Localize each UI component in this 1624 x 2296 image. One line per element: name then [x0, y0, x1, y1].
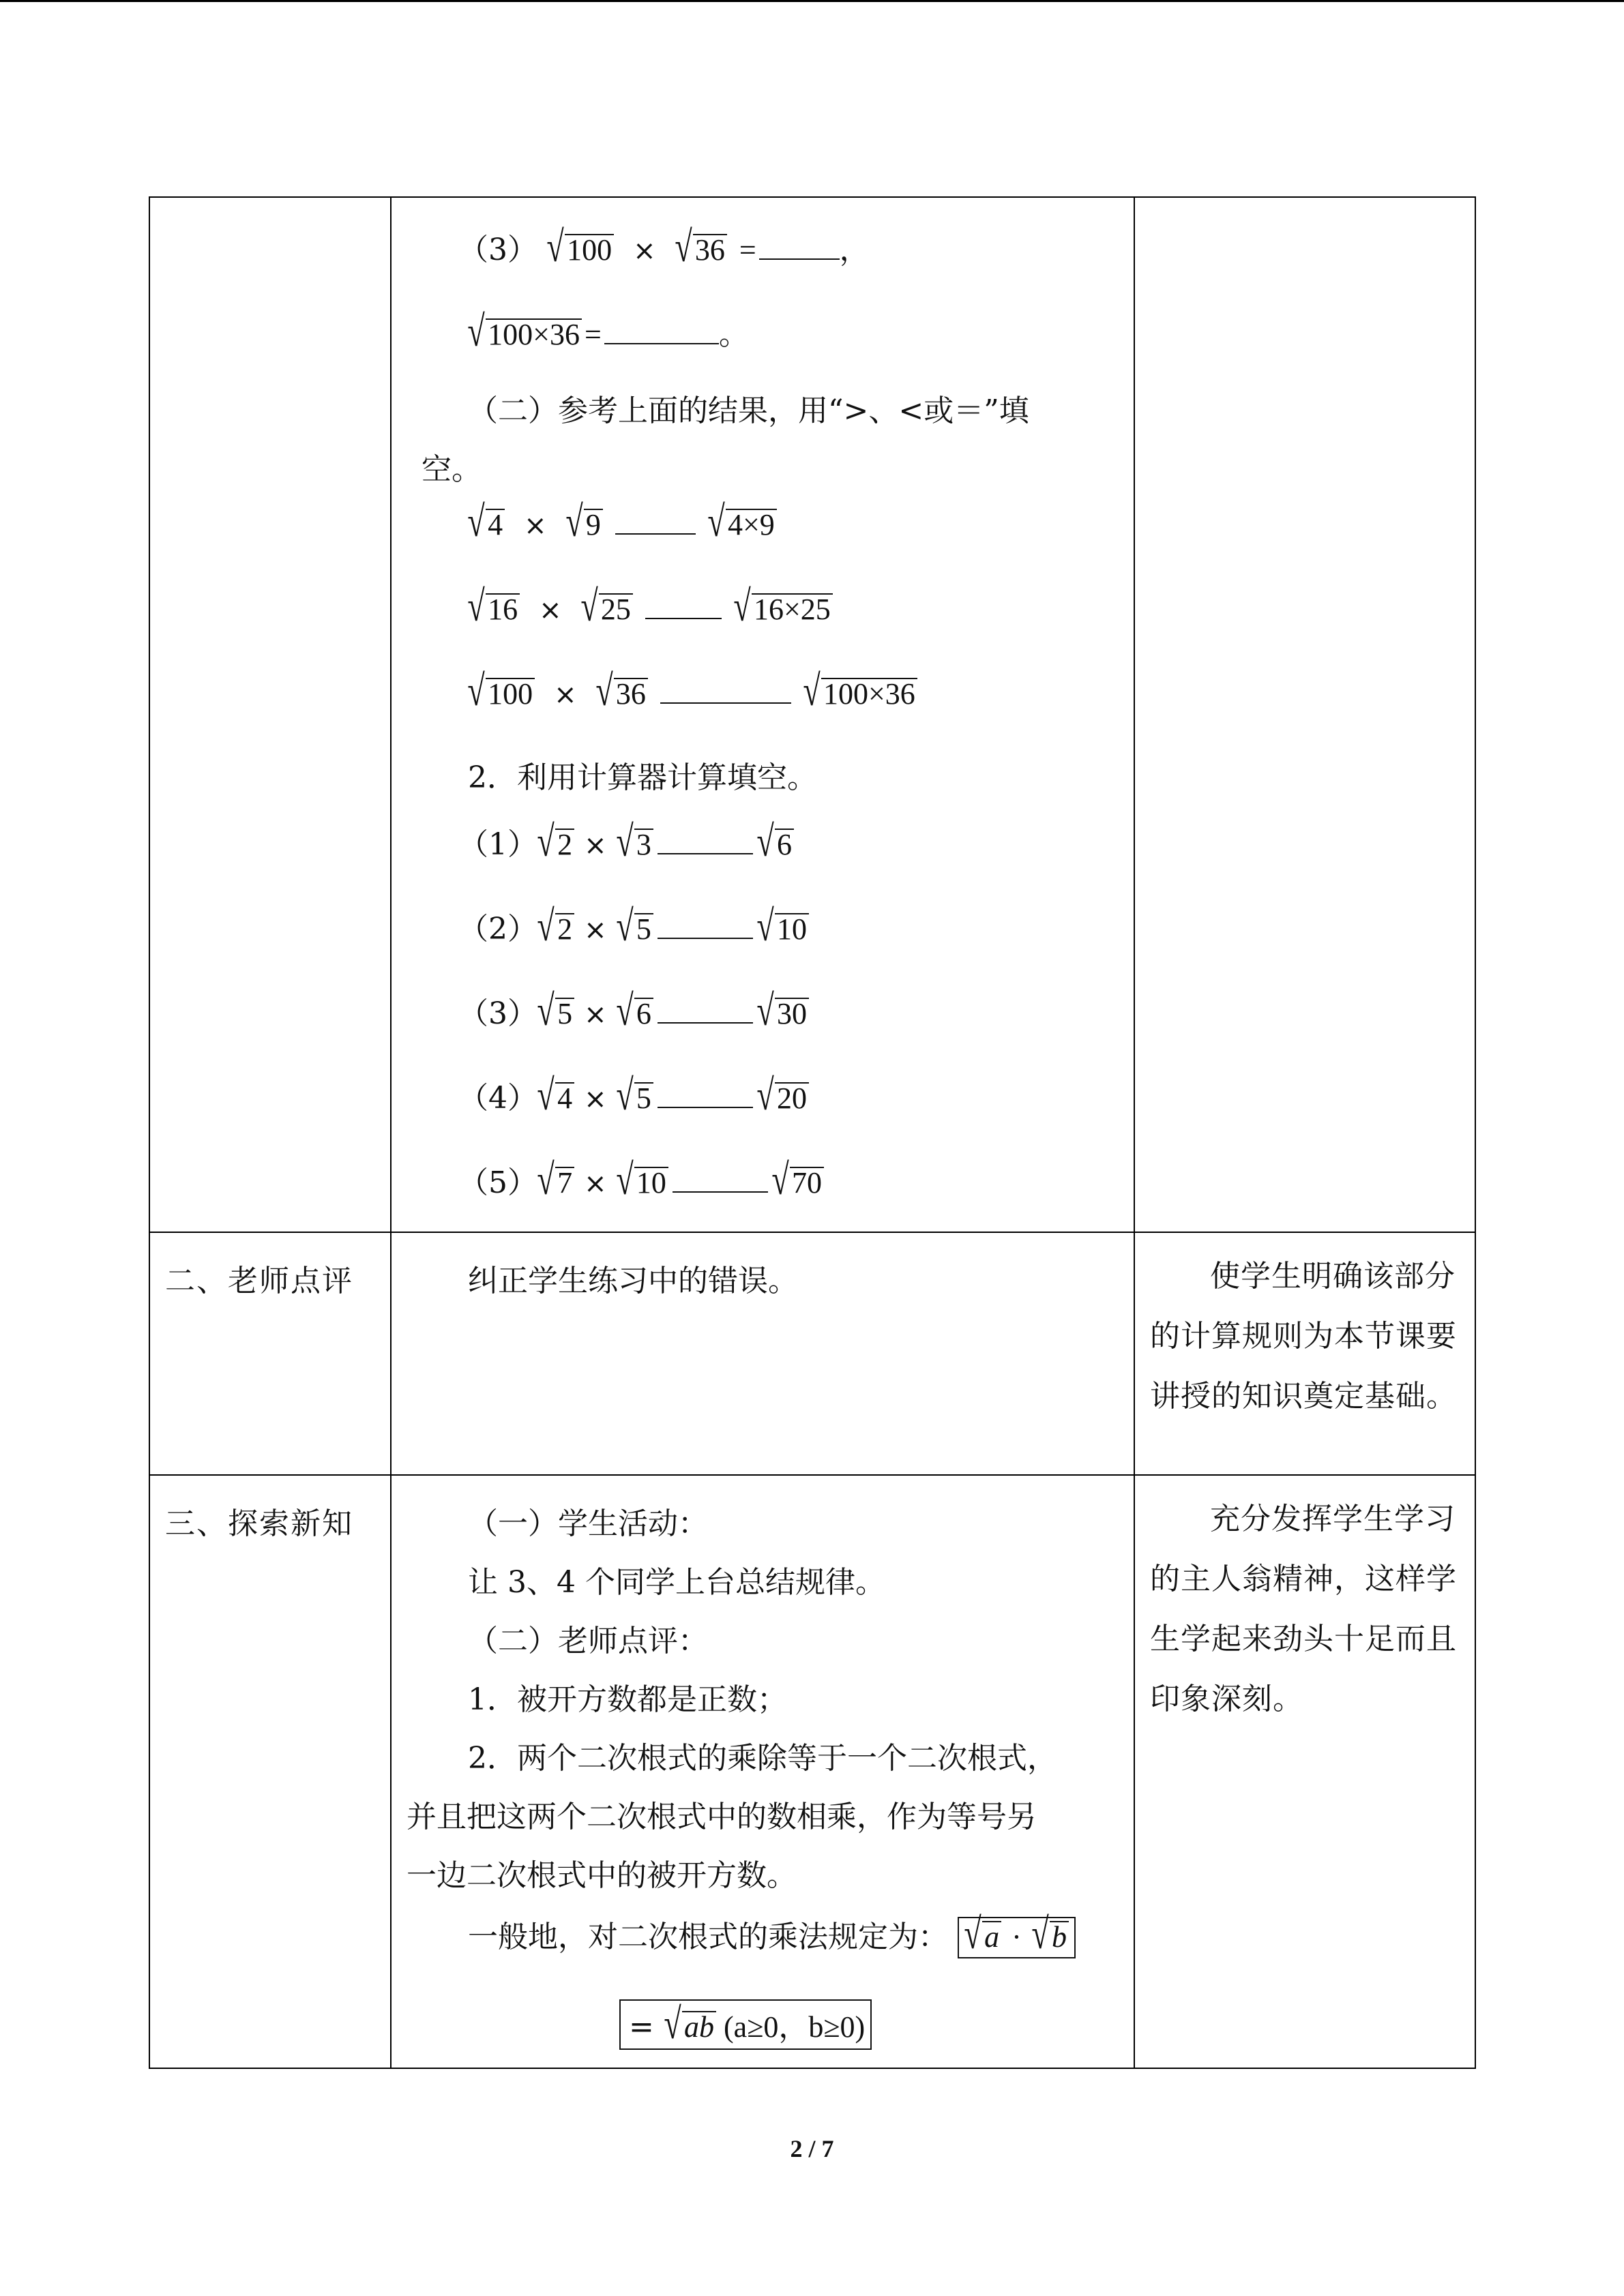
- times-sign: ×: [584, 830, 607, 861]
- answer-blank: [660, 676, 791, 704]
- item-label: （1）: [458, 827, 537, 862]
- sqrt-expr: √4: [537, 1081, 574, 1116]
- sqrt-expr: √100×36: [803, 676, 917, 711]
- answer-blank: [658, 1081, 753, 1108]
- answer-blank: [645, 592, 722, 619]
- formula-box-part1: √a · √b: [958, 1917, 1076, 1958]
- content-text: 纠正学生练习中的错误。: [468, 1264, 798, 1298]
- note-cell: [1134, 1232, 1475, 1475]
- radicand: 10: [634, 1167, 668, 1198]
- rule-text: 一般地，对二次根式的乘法规定为：: [468, 1920, 948, 1954]
- radicand: 5: [555, 998, 574, 1029]
- radicand: 100×36: [821, 678, 917, 709]
- item-label: （5）: [458, 1165, 537, 1200]
- note-cell-empty: [1134, 197, 1475, 1232]
- point-2-line-2: 并且把这两个二次根式中的数相乘，作为等号另: [407, 1800, 1037, 1834]
- sqrt-expr: √100×36: [468, 317, 582, 352]
- item-label: （2）: [458, 912, 537, 946]
- answer-blank: [673, 1165, 768, 1193]
- part2-title-cont: 空。: [422, 452, 482, 487]
- stage-label: 三、探索新知: [165, 1506, 353, 1541]
- table-row: [149, 1475, 1475, 2068]
- sqrt-expr: √70: [772, 1165, 824, 1200]
- sqrt-expr: √4: [468, 507, 505, 542]
- radicand: 30: [775, 998, 809, 1029]
- radicand: 100: [486, 678, 535, 709]
- sqrt-expr: √10: [617, 1165, 668, 1200]
- var-ab: ab: [684, 2010, 715, 2044]
- radicand: 6: [634, 998, 653, 1029]
- task2-title: 2．利用计算器计算填空。: [468, 760, 817, 795]
- radicand: 5: [634, 1082, 653, 1114]
- radicand: 6: [775, 829, 794, 860]
- times-sign: ×: [539, 595, 562, 626]
- radicand: 36: [614, 678, 648, 709]
- sqrt-expr: √16: [468, 592, 520, 627]
- times-sign: ×: [524, 510, 547, 541]
- point-2-line-3: 一边二次根式中的被开方数。: [407, 1858, 797, 1893]
- review-title: （二）老师点评：: [468, 1624, 708, 1658]
- note-cell: [1134, 1475, 1475, 2068]
- sqrt-expr: √100: [547, 233, 614, 267]
- radicand: 16×25: [752, 593, 833, 625]
- sqrt-expr: √10: [757, 912, 809, 946]
- sqrt-expr: √4×9: [708, 507, 777, 542]
- answer-blank: [759, 233, 840, 260]
- radicand: 100: [565, 234, 614, 265]
- radicand: 2: [555, 913, 574, 944]
- page-number: 2 / 7: [790, 2135, 834, 2162]
- sqrt-expr: √6: [757, 827, 794, 862]
- radicand: 4×9: [726, 509, 777, 540]
- activity-text: 让 3、4 个同学上台总结规律。: [468, 1565, 885, 1600]
- lesson-plan-table: [149, 196, 1476, 2069]
- exercise-q3b-line: [467, 307, 749, 356]
- radicand: 2: [555, 829, 574, 860]
- sqrt-expr: √2: [537, 912, 574, 946]
- radicand: 10: [775, 913, 809, 944]
- radicand: 4: [486, 509, 505, 540]
- formula-box-part2: = √ab (a≥0，b≥0): [619, 1999, 872, 2050]
- calc-line: [458, 1071, 809, 1120]
- sqrt-expr: √36: [596, 676, 648, 711]
- content-cell: [391, 1475, 1134, 2068]
- radicand: 3: [634, 829, 653, 860]
- times-sign: ×: [584, 999, 607, 1030]
- answer-blank: [658, 827, 753, 854]
- radicand: 100×36: [486, 318, 582, 350]
- sqrt-expr: √5: [537, 996, 574, 1031]
- times-sign: ×: [584, 1168, 607, 1199]
- item-label: （4）: [458, 1081, 537, 1116]
- sqrt-expr: √25: [581, 592, 633, 627]
- sqrt-expr: √7: [537, 1165, 574, 1200]
- sqrt-expr: √20: [757, 1081, 809, 1116]
- sqrt-expr: √16×25: [734, 592, 833, 627]
- table-row: [149, 197, 1475, 1232]
- compare-line-2: [467, 582, 833, 631]
- calc-line: [458, 817, 794, 866]
- design-note: 充分发挥学生学习的主人翁精神，这样学生学起来劲头十足而且印象深刻。: [1150, 1502, 1457, 1716]
- equals-sign: =: [584, 318, 602, 351]
- radicand: 4: [555, 1082, 574, 1114]
- radicand: 20: [775, 1082, 809, 1114]
- times-sign: ×: [633, 235, 656, 267]
- answer-blank: [658, 912, 753, 939]
- exercise-q3-line: [458, 222, 870, 271]
- condition: (a≥0，b≥0): [724, 2010, 866, 2044]
- times-sign: ×: [584, 1084, 607, 1115]
- item-label: （3）: [458, 233, 537, 267]
- sqrt-expr: √6: [617, 996, 653, 1031]
- radicand: 7: [555, 1167, 574, 1198]
- sqrt-expr: √5: [617, 1081, 653, 1116]
- rule-line: [468, 1909, 1076, 1958]
- item-label: （3）: [458, 996, 537, 1031]
- equals-sign: =: [629, 2010, 654, 2044]
- dot-operator: ·: [1012, 1920, 1022, 1954]
- radicand: 25: [599, 593, 633, 625]
- equals-sign: =: [739, 233, 756, 267]
- content-cell: [391, 1232, 1134, 1475]
- radicand: 36: [693, 234, 727, 265]
- rule-line-2: [619, 1999, 872, 2050]
- calc-line: [458, 986, 809, 1035]
- var-b: b: [1051, 1920, 1067, 1954]
- compare-line-3: [467, 666, 917, 715]
- activity-title: （一）学生活动：: [468, 1506, 708, 1541]
- sqrt-expr: √3: [617, 827, 653, 862]
- times-sign: ×: [554, 679, 577, 711]
- radicand: 16: [486, 593, 520, 625]
- sqrt-expr: √36: [675, 233, 727, 267]
- design-note: 使学生明确该部分的计算规则为本节课要讲授的知识奠定基础。: [1150, 1259, 1457, 1414]
- stage-cell: [149, 1232, 391, 1475]
- stage-label: 二、老师点评: [165, 1264, 353, 1298]
- exercise-content-cell: [391, 197, 1134, 1232]
- sqrt-expr: √100: [468, 676, 535, 711]
- answer-blank: [604, 317, 719, 344]
- var-a: a: [984, 1920, 1000, 1954]
- sqrt-expr: √2: [537, 827, 574, 862]
- calc-line: [458, 1155, 824, 1204]
- answer-blank: [658, 996, 753, 1024]
- sqrt-expr: √30: [757, 996, 809, 1031]
- part2-title: （二）参考上面的结果，用“>、<或＝”填: [468, 393, 1029, 428]
- punct: ，: [839, 233, 870, 267]
- sqrt-expr: √5: [617, 912, 653, 946]
- point-1: 1．被开方数都是正数；: [468, 1682, 787, 1717]
- top-border-line: [0, 0, 1624, 2]
- radicand: 9: [584, 509, 603, 540]
- punct: 。: [718, 317, 749, 352]
- compare-line-1: [467, 497, 777, 546]
- table-row: [149, 1232, 1475, 1475]
- radicand: 5: [634, 913, 653, 944]
- stage-cell-empty: [149, 197, 391, 1232]
- sqrt-expr: √9: [566, 507, 603, 542]
- answer-blank: [615, 507, 696, 535]
- stage-cell: [149, 1475, 391, 2068]
- point-2-line-1: 2．两个二次根式的乘除等于一个二次根式，: [468, 1741, 1057, 1776]
- times-sign: ×: [584, 914, 607, 946]
- calc-line: [458, 901, 809, 951]
- radicand: 70: [790, 1167, 824, 1198]
